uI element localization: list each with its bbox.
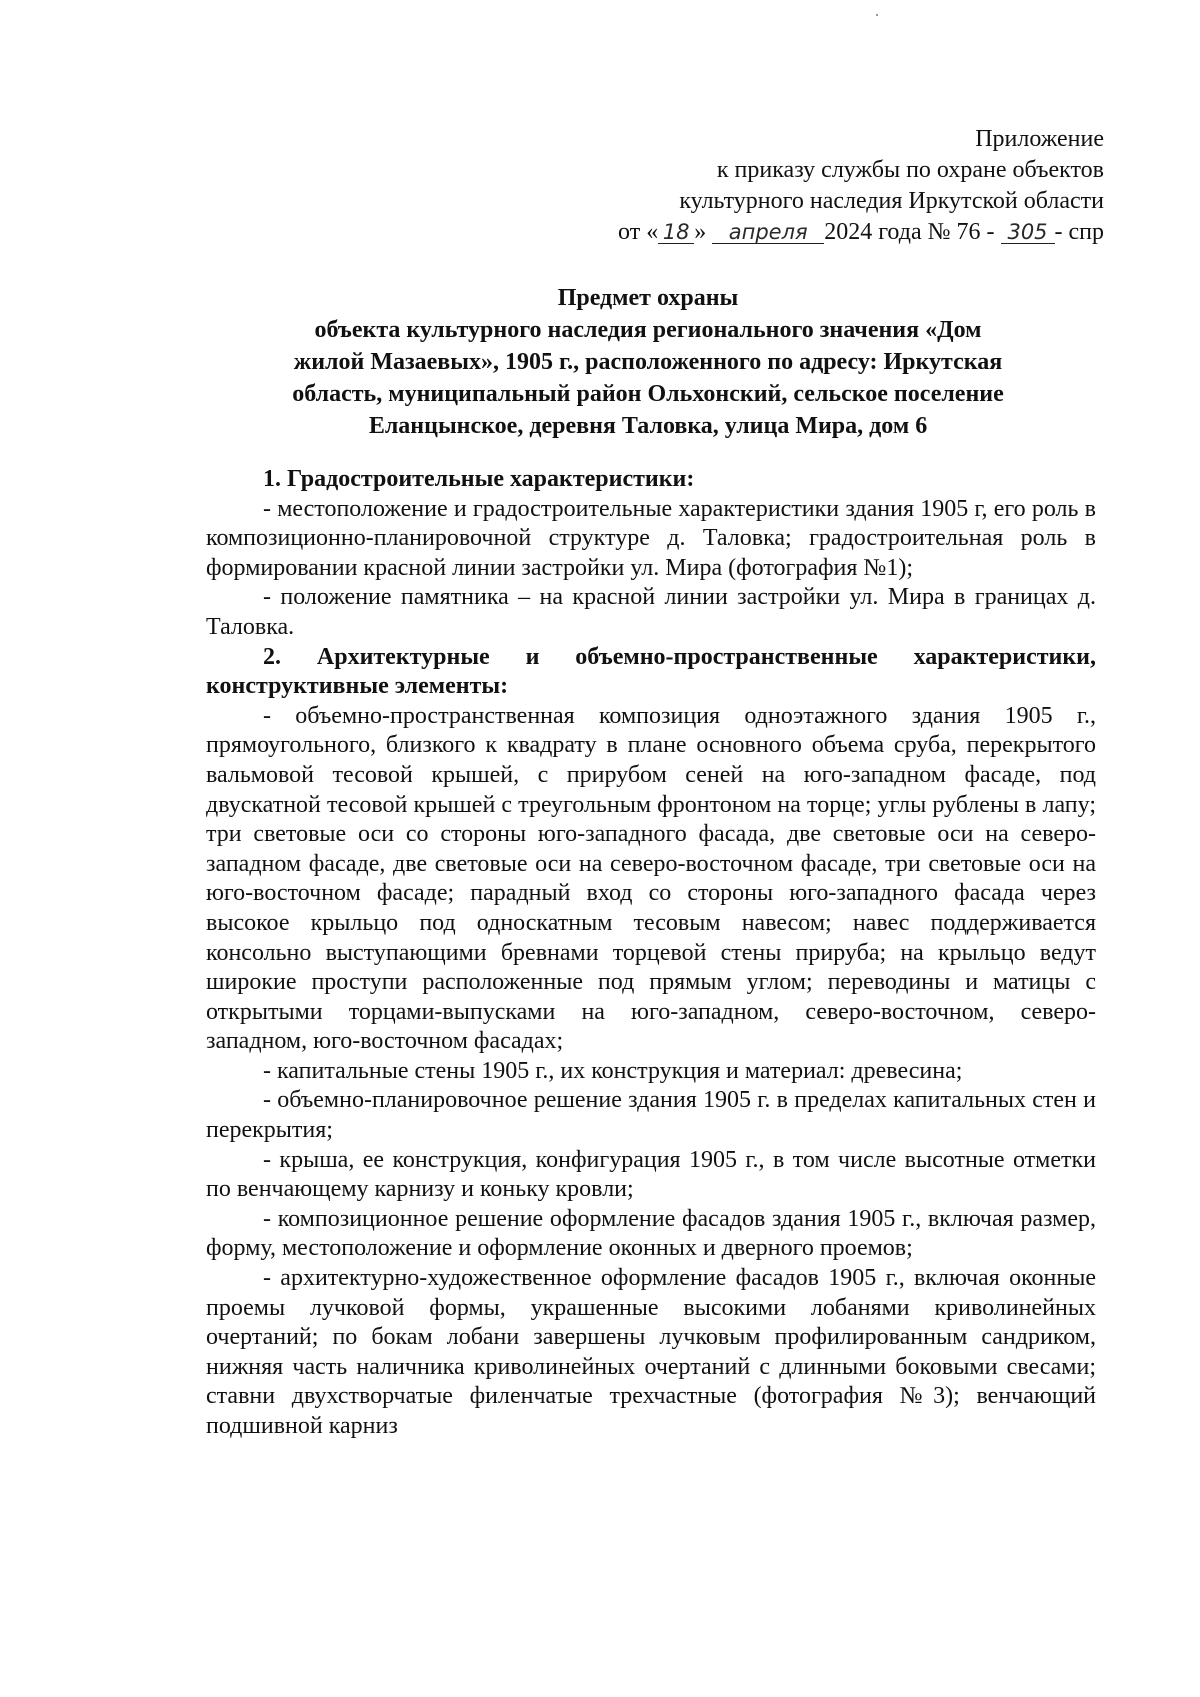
date-year: 2024 года № 76 - (824, 219, 995, 245)
section-1-paragraph-1: - местоположение и градостроительные характеристики здания 1905 г, его роль в композиционно-планировочной структуре д. Таловка; градостроительная роль в формировании красной линии застройки ул. Мира (фотография №1); (206, 495, 1096, 581)
header-line-region: культурного наследия Иркутской области (679, 188, 1104, 214)
title-line-3: область, муниципальный район Ольхонский, сельское поселение (292, 381, 1004, 407)
date-prefix: от « (618, 219, 659, 245)
section-1-paragraph-2: - положение памятника – на красной линии застройки ул. Мира в границах д. Таловка. (206, 584, 1096, 640)
section-1-heading: 1. Градостроительные характеристики: (263, 466, 695, 492)
title-main: Предмет охраны (557, 285, 739, 311)
section-2-paragraph-2: - капитальные стены 1905 г., их конструкция и материал: древесина; (263, 1057, 963, 1084)
title-line-2: жилой Мазаевых», 1905 г., расположенного по адресу: Иркутская (293, 349, 1003, 375)
section-2-paragraph-1: - объемно-пространственная композиция одноэтажного здания 1905 г., прямоугольного, близкого к квадрату в плане основного объема сруба, перекрытого вальмовой тесовой крышей, с прирубом сеней на юго-западном фасаде, под двускатной тесовой крышей с треугольным фронтоном на торце; углы рублены в лапу; три световые оси со стороны юго-западного фасада, две световые оси на северо-западном фасаде, две световые оси на северо-восточном фасаде, три световые оси на юго-восточном фасаде; парадный вход со стороны юго-западного фасада через высокое крыльцо под односкатным тесовым навесом; навес поддерживается консольно выступающими бревнами торцевой стены прируба; на крыльцо ведут широкие проступи расположенные под прямым углом; переводины и матицы с открытыми торцами-выпусками на юго-западном, северо-восточном, северо-западном, юго-восточном фасадах; (206, 702, 1096, 1055)
section-2-heading: 2. Архитектурные и объемно-пространственные характеристики, конструктивные элементы: (206, 643, 1096, 700)
section-2-paragraph-4: - крыша, ее конструкция, конфигурация 1905 г., в том числе высотные отметки по венчающему карнизу и коньку кровли; (206, 1146, 1096, 1203)
appendix-header (484, 124, 1104, 248)
handwritten-month: апреля (712, 221, 824, 244)
handwritten-day: 18 (658, 221, 694, 244)
document-body (206, 465, 1096, 1442)
title-line-1: объекта культурного наследия регионального значения «Дом (314, 317, 982, 343)
title-line-4: Еланцынское, деревня Таловка, улица Мира, дом 6 (368, 413, 928, 439)
scan-speck (876, 14, 878, 16)
date-mid: » (694, 219, 707, 245)
header-line-appendix: Приложение (975, 126, 1104, 152)
handwritten-doc-number: 305 (1001, 221, 1055, 244)
section-2-paragraph-6: - архитектурно-художественное оформление фасадов 1905 г., включая оконные проемы лучковой формы, украшенные высокими лобанями криволинейных очертаний; по бокам лобани завершены лучковым профилированным сандриком, нижняя часть наличника криволинейных очертаний с длинными боковыми свесами; ставни двухстворчатые филенчатые трехчастные (фотография №3); венчающий подшивной карниз (206, 1265, 1096, 1439)
section-2-paragraph-3: - объемно-планировочное решение здания 1905 г. в пределах капитальных стен и перекрытия; (206, 1087, 1096, 1144)
document-title (196, 282, 1100, 442)
doc-suffix: - спр (1054, 219, 1104, 245)
header-date-line (484, 217, 1104, 248)
header-line-order: к приказу службы по охране объектов (716, 157, 1104, 183)
section-2-paragraph-5: - композиционное решение оформление фасадов здания 1905 г., включая размер, форму, местоположение и оформление оконных и дверного проемов; (206, 1205, 1096, 1262)
